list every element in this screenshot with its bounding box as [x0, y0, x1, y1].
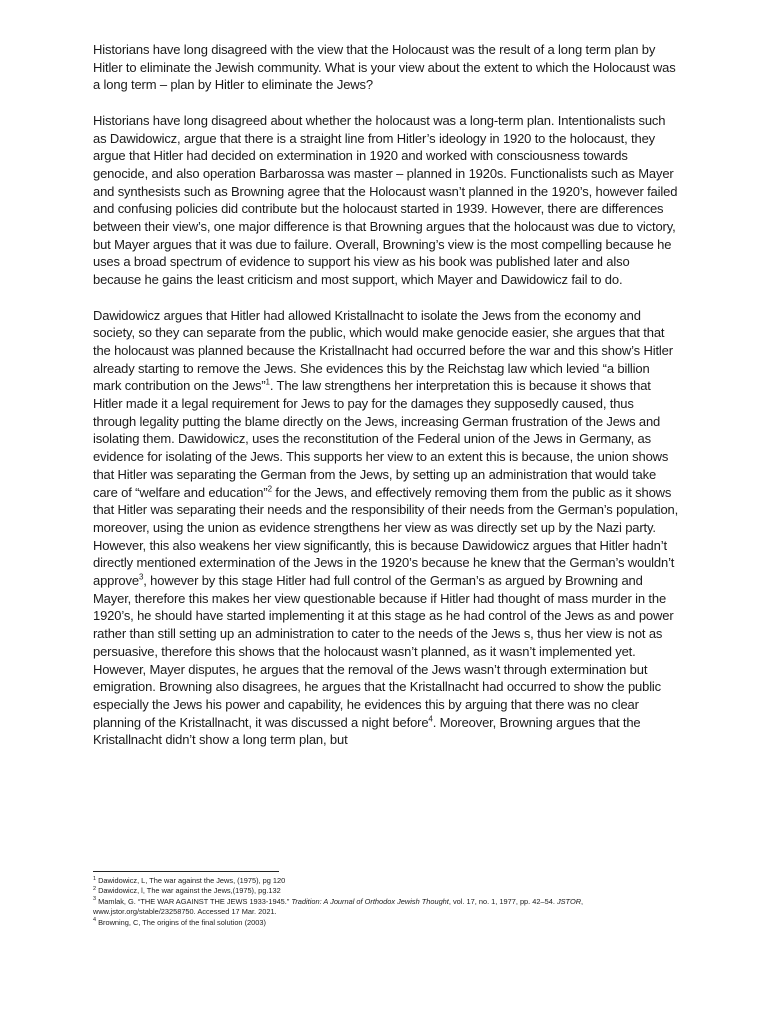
- footnote-ref-1[interactable]: 1: [265, 378, 270, 387]
- footnote-text: , vol. 17, no. 1, 1977, pp. 42–54.: [448, 896, 557, 906]
- footnote-number: 2: [93, 885, 97, 892]
- paragraph-text: . Moreover, Browning argues that the Kristallnacht didn’t show a long term plan, but: [93, 714, 641, 748]
- journal-title: Tradition: A Journal of Orthodox Jewish Thought: [291, 896, 449, 906]
- footnote-ref-4[interactable]: 4: [428, 714, 433, 724]
- footnote-4: [93, 918, 679, 928]
- paragraph-text: Dawidowicz argues that Hitler had allowed Kristallnacht to isolate the Jews from the economy and society, so they can separate from the public, which would make genocide easier, she argues that that the holocaust was planned because the Kristallnacht had occurred before the war and this show’s Hitler already starting to remove the Jews. She evidences this by the Reichstag law which levied “a billion mark contribution on the Jews”: [93, 307, 673, 394]
- footnote-1: [93, 876, 679, 886]
- essay-question: Historians have long disagreed with the view that the Holocaust was the result of a long term plan by Hitler to eliminate the Jewish community. What is your view about the extent to which the Holocaust was a long term – plan by Hitler to eliminate the Jews?: [93, 42, 676, 93]
- footnote-text: Browning, C, The origins of the final solution (2003): [98, 917, 266, 927]
- paragraph-text: for the Jews, and effectively removing them from the public as it shows that Hitler was separating their needs and the responsibility of their needs from the German’s population, moreover, using the union as evidence strengthens her view as was directly set up by the Nazi party. However, this also weakens her view significantly, this is because Dawidowicz argues that Hitler hadn’t directly mentioned extermination of the Jews in the 1920’s because he knew that the German’s wouldn’t approve: [93, 484, 679, 589]
- footnote-text: Mamlak, G. “THE WAR AGAINST THE JEWS 1933-1945.”: [98, 896, 292, 906]
- paragraph-text: , however by this stage Hitler had full control of the German’s as argued by Browning and Mayer, therefore this makes her view questionable because if Hitler had thought of mass murder in the 1920’s, he should have started implementing it at this stage as he had control of the Jews as and power rather than still setting up an administration to cater to the needs of the Jews s, thus her view is not as persuasive, therefore this shows that the holocaust wasn’t planned, as it wasn’t implemented yet. However, Mayer disputes, he argues that the removal of the Jews wasn’t through extermination but emigration. Browning also disagrees, he argues that the Kristallnacht had occurred to show the public especially the Jews his power and capability, he evidences this by arguing that there was no clear planning of the Kristallnacht, it was discussed a night before: [93, 573, 674, 730]
- footnote-ref-3[interactable]: 3: [138, 572, 144, 582]
- footnote-number: 3: [93, 896, 97, 903]
- body-paragraph: [93, 307, 679, 750]
- footnote-ref-2[interactable]: 2: [267, 484, 272, 494]
- document-body: [93, 41, 679, 767]
- footnote-separator: [93, 871, 279, 872]
- footnote-number: 1: [93, 875, 97, 882]
- footnote-text: Dawidowicz, l, The war against the Jews,(1975), pg.132: [98, 886, 281, 896]
- footnote-text: Dawidowicz, L, The war against the Jews, (1975), pg 120: [98, 876, 286, 885]
- intro-paragraph: Historians have long disagreed about whether the holocaust was a long-term plan. Intentionalists such as Dawidowicz, argue that there is a straight line from Hitler’s ideology in 1920 to the holocaust, they argue that Hitler had decided on extermination in 1920 and worked with consciousness towards genocide, and also operation Barbarossa was master – planned in 1920s. Functionalists such as Mayer and synthesists such as Browning agree that the Holocaust wasn’t planned in the 1920’s, however failed and confusing policies did contribute but the holocaust started in 1939. However, there are differences between their view’s, one major difference is that Browning argues that the holocaust was due to victory, but Mayer argues that it was due to failure. Overall, Browning’s view is the most compelling because he uses a broad spectrum of evidence to support his view as his book was published later and also because he gains the least criticism and most support, which Mayer and Dawidowicz fail to do.: [93, 112, 678, 288]
- footnote-number: 4: [93, 917, 97, 924]
- footnotes: [93, 876, 679, 928]
- source-name: JSTOR: [556, 896, 582, 906]
- footnote-3: [93, 897, 679, 918]
- footnote-link-text[interactable]: , www.jstor.org/stable/23258750. Accessed 17 Mar. 2021.: [93, 896, 584, 917]
- footnote-2: [93, 886, 679, 896]
- paragraph-text: . The law strengthens her interpretation this is because it shows that Hitler made it a legal requirement for Jews to pay for the damages they supposedly caused, thus through legality putting the blame directly on the Jews, increasing German frustration of the Jews and isolating them. Dawidowicz, uses the reconstitution of the Federal union of the Jews in Germany, as evidence for isolating of the Jews. This supports her view to an extent this is because, the union shows that Hitler was separating the German from the Jews, by setting up an administration that would take care of “welfare and education”: [93, 378, 669, 500]
